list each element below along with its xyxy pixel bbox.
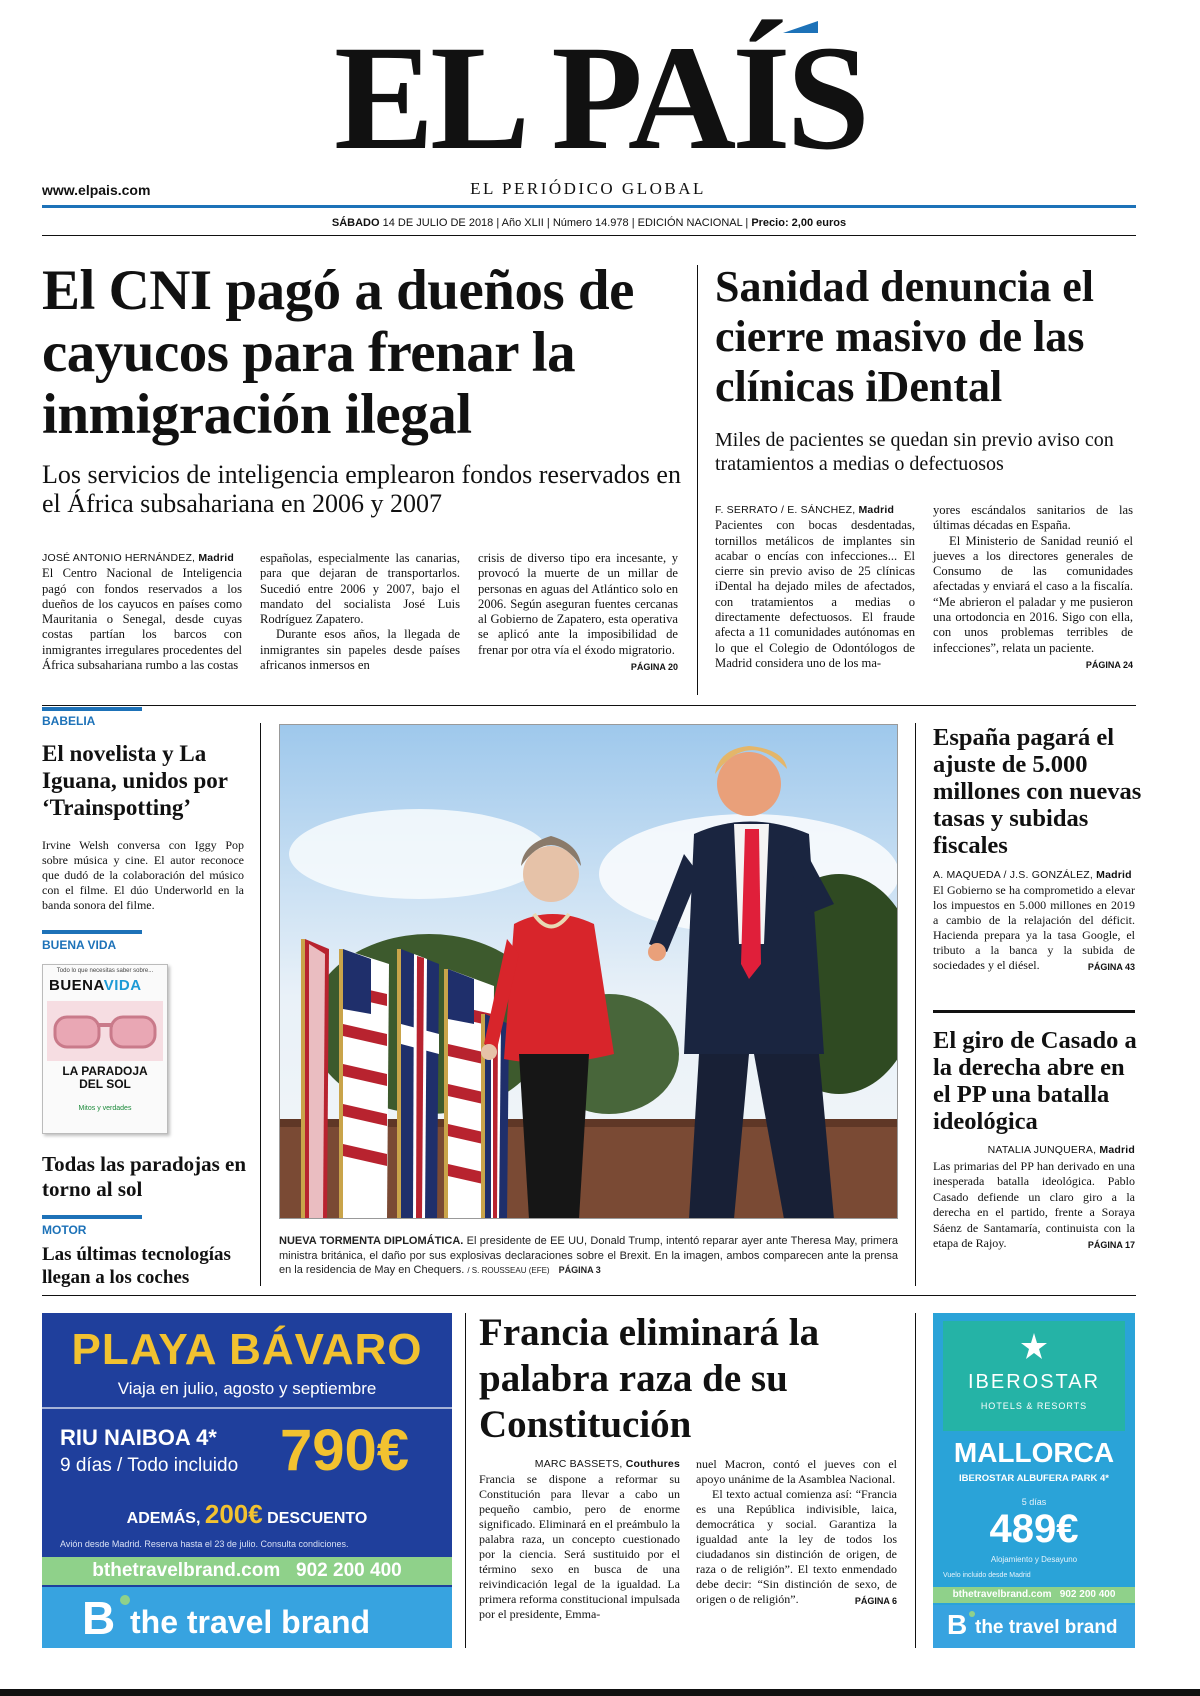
francia-byline: MARC BASSETS, Couthures xyxy=(534,1458,680,1470)
sanidad-column-2 xyxy=(933,503,1133,673)
espana-byline: A. MAQUEDA / J.S. GONZÁLEZ, Madrid xyxy=(933,869,1132,881)
lead-byline: JOSÉ ANTONIO HERNÁNDEZ, Madrid xyxy=(42,552,234,564)
sanidad-subhead: Miles de pacientes se quedan sin previo aviso con tratamientos a medias o defectuosos xyxy=(715,429,1114,475)
divider-right-rail xyxy=(915,723,916,1286)
espana-body: A. MAQUEDA / J.S. GONZÁLEZ, Madrid El Gobierno se ha comprometido a elevar los impuestos en 5.000 millones en 2019 a cambio de la relajación del déficit. Hacienda prepara ya la tasa Google, el tributo a la banca y la subida de sociedades y el diésel. PÁGINA 43 xyxy=(933,868,1135,975)
ad-right-hotel: IBEROSTAR ALBUFERA PARK 4* xyxy=(959,1473,1109,1484)
ad-right-logo-sub: HOTELS & RESORTS xyxy=(980,1401,1088,1411)
masthead-rule-top xyxy=(42,205,1136,208)
ad-right-contact: bthetravelbrand.com 902 200 400 xyxy=(933,1587,1135,1603)
ad-playa-bavaro[interactable] xyxy=(42,1313,452,1648)
ad-left-price: 790€ xyxy=(280,1418,410,1483)
star-icon xyxy=(1019,1331,1049,1361)
ad-right-brand-band xyxy=(933,1605,1135,1648)
casado-body: NATALIA JUNQUERA, Madrid Las primarias del PP han derivado en una inesperada batalla ideológica. Pablo Casado defiende un claro giro a la derecha en el partido, frente a Soraya Sáenz de Santamaría, continuista con la etapa de Rajoy. PÁGINA 17 xyxy=(933,1143,1135,1254)
francia-col2-text-a: nuel Macron, contó el jueves con el apoyo unánime de la Asamblea Nacional. xyxy=(696,1457,897,1486)
divider-left-rail xyxy=(260,723,261,1286)
buena-vida-headline[interactable]: Todas las paradojas en torno al sol xyxy=(42,1152,247,1201)
espana-page-ref[interactable]: PÁGINA 43 xyxy=(1087,962,1135,972)
ad-left-title: PLAYA BÁVARO xyxy=(71,1325,423,1374)
lead-headline[interactable]: El CNI pagó a dueños de cayucos para frenar la inmigración ilegal xyxy=(42,259,634,446)
espana-headline[interactable]: España pagará el ajuste de 5.000 millones con nuevas tasas y subidas fiscales xyxy=(933,724,1142,859)
ad-left-brand-dot xyxy=(120,1595,130,1605)
rule-above-bottom xyxy=(42,1295,1136,1296)
rule-right-rail xyxy=(933,1010,1135,1013)
ad-right-price: 489€ xyxy=(989,1507,1079,1551)
divider-lead-sanidad xyxy=(697,265,698,695)
caption-text: El presidente de EE UU, Donald Trump, intentó reparar ayer ante Theresa May, primera ministra británica, el daño por sus explosivas declaraciones sobre el Brexit. En la imagen, ambos comparecen ante la prensa en la residencia de May en Chequers. xyxy=(279,1235,899,1276)
rule-above-middle xyxy=(42,705,1136,706)
casado-page-ref[interactable]: PÁGINA 17 xyxy=(1087,1240,1135,1250)
page-bottom-rule xyxy=(0,1689,1200,1696)
sanidad-column-1 xyxy=(715,503,915,671)
divider-ad-francia xyxy=(465,1313,466,1648)
masthead-subtitle: EL PERIÓDICO GLOBAL xyxy=(470,179,706,198)
sanidad-headline[interactable]: Sanidad denuncia el cierre masivo de las clínicas iDental xyxy=(715,262,1095,411)
casado-byline: NATALIA JUNQUERA, Madrid xyxy=(987,1144,1135,1156)
francia-col1-text: Francia se dispone a reformar su Constitución para llevar a cabo un pequeño cambio, pero de enorme significado. Eliminará en el preámbulo la palabra raza, un concepto cuestionado por la ciencia. Será sustituido por el término sexo en busca de una reivindicación legal de la igualdad. La primera reforma constitucional impulsada por el presidente, Emma- xyxy=(479,1472,680,1621)
buena-vida-bar xyxy=(42,930,142,934)
francia-page-ref[interactable]: PÁGINA 6 xyxy=(854,1596,897,1606)
main-photo[interactable] xyxy=(279,724,898,1219)
ad-left-contact: bthetravelbrand.com 902 200 400 xyxy=(42,1557,452,1585)
masthead-rule-bottom xyxy=(42,235,1136,236)
divider-francia-ad xyxy=(915,1313,916,1648)
francia-col2-text-b: El texto actual comienza así: “Francia es una República indivisible, laica, democrática y social. Garantiza la igualdad ante la ley de todos los ciudadanos sin distinción de origen, de raza o de religión”. El texto enmendado debe decir: “Sin distinción de sexo, de origen o de religión”. xyxy=(696,1487,897,1606)
babelia-label[interactable]: BABELIA xyxy=(42,714,96,728)
francia-column-2 xyxy=(696,1457,897,1609)
masthead xyxy=(0,0,1200,240)
francia-headline[interactable]: Francia eliminará la palabra raza de su Constitución xyxy=(479,1311,820,1446)
ad-right-logo-box xyxy=(943,1321,1125,1431)
cover-tag: Todo lo que necesitas saber sobre... xyxy=(56,968,154,974)
cover-headline: LA PARADOJA DEL SOL xyxy=(62,1064,148,1091)
lead-subhead: Los servicios de inteligencia emplearon fondos reservados en el África subsahariana en 2006 y 2007 xyxy=(42,460,681,518)
sanidad-page-ref[interactable]: PÁGINA 24 xyxy=(1085,659,1133,670)
lead-col3-text: crisis de diverso tipo era incesante, y provocó la muerte de un millar de personas en aguas del Atlántico solo en 2006. Según aseguran fuentes cercanas al Gobierno de Zapatero, esta operativa se aplicó ante la imposibilidad de frenar por otra vía el éxodo migratorio. xyxy=(478,551,678,657)
buena-vida-cover[interactable] xyxy=(42,964,168,1134)
dateline-details: 14 DE JULIO DE 2018 | Año XLII | Número 14.978 | EDICIÓN NACIONAL | xyxy=(382,217,749,229)
sanidad-col1-text: Pacientes con bocas desdentadas, tornillos metálicos de implantes sin acabar o encías con infecciones... El cierre sin previo aviso de 25 clínicas iDental ha dejado miles de afectados, con tratamientos a medias o directamente defectuosos. El fraude afecta a 11 comunidades autónomas en lo que el Colegio de Odontólogos de Madrid considera uno de los ma- xyxy=(715,518,915,670)
ad-right-brand-icon: B xyxy=(947,1609,968,1640)
lead-page-ref[interactable]: PÁGINA 20 xyxy=(630,662,678,673)
ad-left-brand-band xyxy=(42,1587,452,1648)
ad-right-brand-name: the travel brand xyxy=(975,1617,1118,1638)
babelia-headline[interactable]: El novelista y La Iguana, unidos por ‘Trainspotting’ xyxy=(42,741,228,820)
lead-column-1 xyxy=(42,551,242,673)
ad-right-dest: MALLORCA xyxy=(953,1437,1115,1468)
ad-left-brand-name: the travel brand xyxy=(130,1604,371,1640)
francia-column-1 xyxy=(479,1457,680,1622)
motor-headline[interactable]: Las últimas tecnologías llegan a los coches xyxy=(42,1244,231,1288)
ad-right-fine: Vuelo incluido desde Madrid xyxy=(943,1572,1031,1579)
ad-left-fine: Avión desde Madrid. Reserva hasta el 23 de julio. Consulta condiciones. xyxy=(60,1539,349,1549)
sanidad-col2-text-b: El Ministerio de Sanidad reunió el jueves a los directores generales de Consumo de las comunidades afectadas y enviará el caso a la fiscalía. “Me abrieron el paladar y me pusieron una ortodoncia en 2016. Sigo con ella, con unos problemas terribles de infecciones”, relata un paciente. xyxy=(933,533,1133,655)
motor-label[interactable]: MOTOR xyxy=(42,1223,87,1237)
masthead-title[interactable]: EL PAÍS xyxy=(334,15,866,181)
ad-left-sub: Viaja en julio, agosto y septiembre xyxy=(117,1379,377,1398)
cover-sub: Mitos y verdades xyxy=(78,1105,132,1112)
lead-column-3 xyxy=(478,551,678,675)
photo-page-ref[interactable]: PÁGINA 3 xyxy=(558,1265,601,1275)
lead-col2-text-b: Durante esos años, la llegada de inmigrantes sin papeles desde países africanos inmersos en xyxy=(260,627,460,673)
sanidad-byline: F. SERRATO / E. SÁNCHEZ, Madrid xyxy=(715,504,895,516)
dateline-price: Precio: 2,00 euros xyxy=(751,217,847,229)
sanidad-story xyxy=(715,262,1140,476)
babelia-body: Irvine Welsh conversa con Iggy Pop sobre música y cine. El autor reconoce que dudó de la colaboración del músico con el filme. El dúo Underworld en la banda sonora del filme. xyxy=(42,838,244,912)
ad-left-brand-icon: B xyxy=(82,1592,116,1644)
babelia-bar xyxy=(42,707,142,711)
ad-right-logo: IBEROSTAR xyxy=(967,1371,1101,1393)
website-link[interactable]: www.elpais.com xyxy=(42,182,151,198)
sanidad-col2-text-a: yores escándalos sanitarios de las últimas décadas en España. xyxy=(933,503,1133,533)
ad-iberostar[interactable] xyxy=(933,1313,1135,1648)
lead-col2-text-a: españolas, especialmente las canarias, para que dejaran de transportarlos. Sucedió entre 2006 y 2007, bajo el mandato del socialista José Luis Rodríguez Zapatero. xyxy=(260,551,460,627)
ad-left-hotel: RIU NAIBOA 4* xyxy=(60,1425,217,1450)
dateline xyxy=(0,217,1178,229)
ad-left-divider xyxy=(42,1407,452,1409)
casado-headline[interactable]: El giro de Casado a la derecha abre en el PP una batalla ideológica xyxy=(933,1027,1137,1135)
caption-credit: / S. ROUSSEAU (EFE) xyxy=(467,1266,550,1275)
buena-vida-label[interactable]: BUENA VIDA xyxy=(42,938,117,952)
lead-col1-text: El Centro Nacional de Inteligencia pagó con fondos reservados a los dueños de los cayucos en países como Mauritania o Senegal, desde cuyas costas partían los barcos con inmigrantes irregulares procedentes del África subsahariana rumbo a las costas xyxy=(42,566,242,673)
lead-column-2 xyxy=(260,551,460,673)
lead-story xyxy=(42,260,682,518)
cover-title: BUENAVIDA xyxy=(49,977,142,994)
ad-right-days: 5 días xyxy=(1021,1497,1047,1507)
caption-title: NUEVA TORMENTA DIPLOMÁTICA. xyxy=(279,1235,464,1247)
photo-caption xyxy=(279,1234,898,1279)
ad-left-extra: ADEMÁS, 200€ DESCUENTO xyxy=(126,1499,368,1529)
dateline-day: SÁBADO xyxy=(331,217,380,229)
ad-left-duration: 9 días / Todo incluido xyxy=(60,1455,239,1476)
motor-bar xyxy=(42,1215,142,1219)
sunglasses-icon xyxy=(47,1001,163,1061)
ad-right-board: Alojamiento y Desayuno xyxy=(990,1555,1078,1564)
